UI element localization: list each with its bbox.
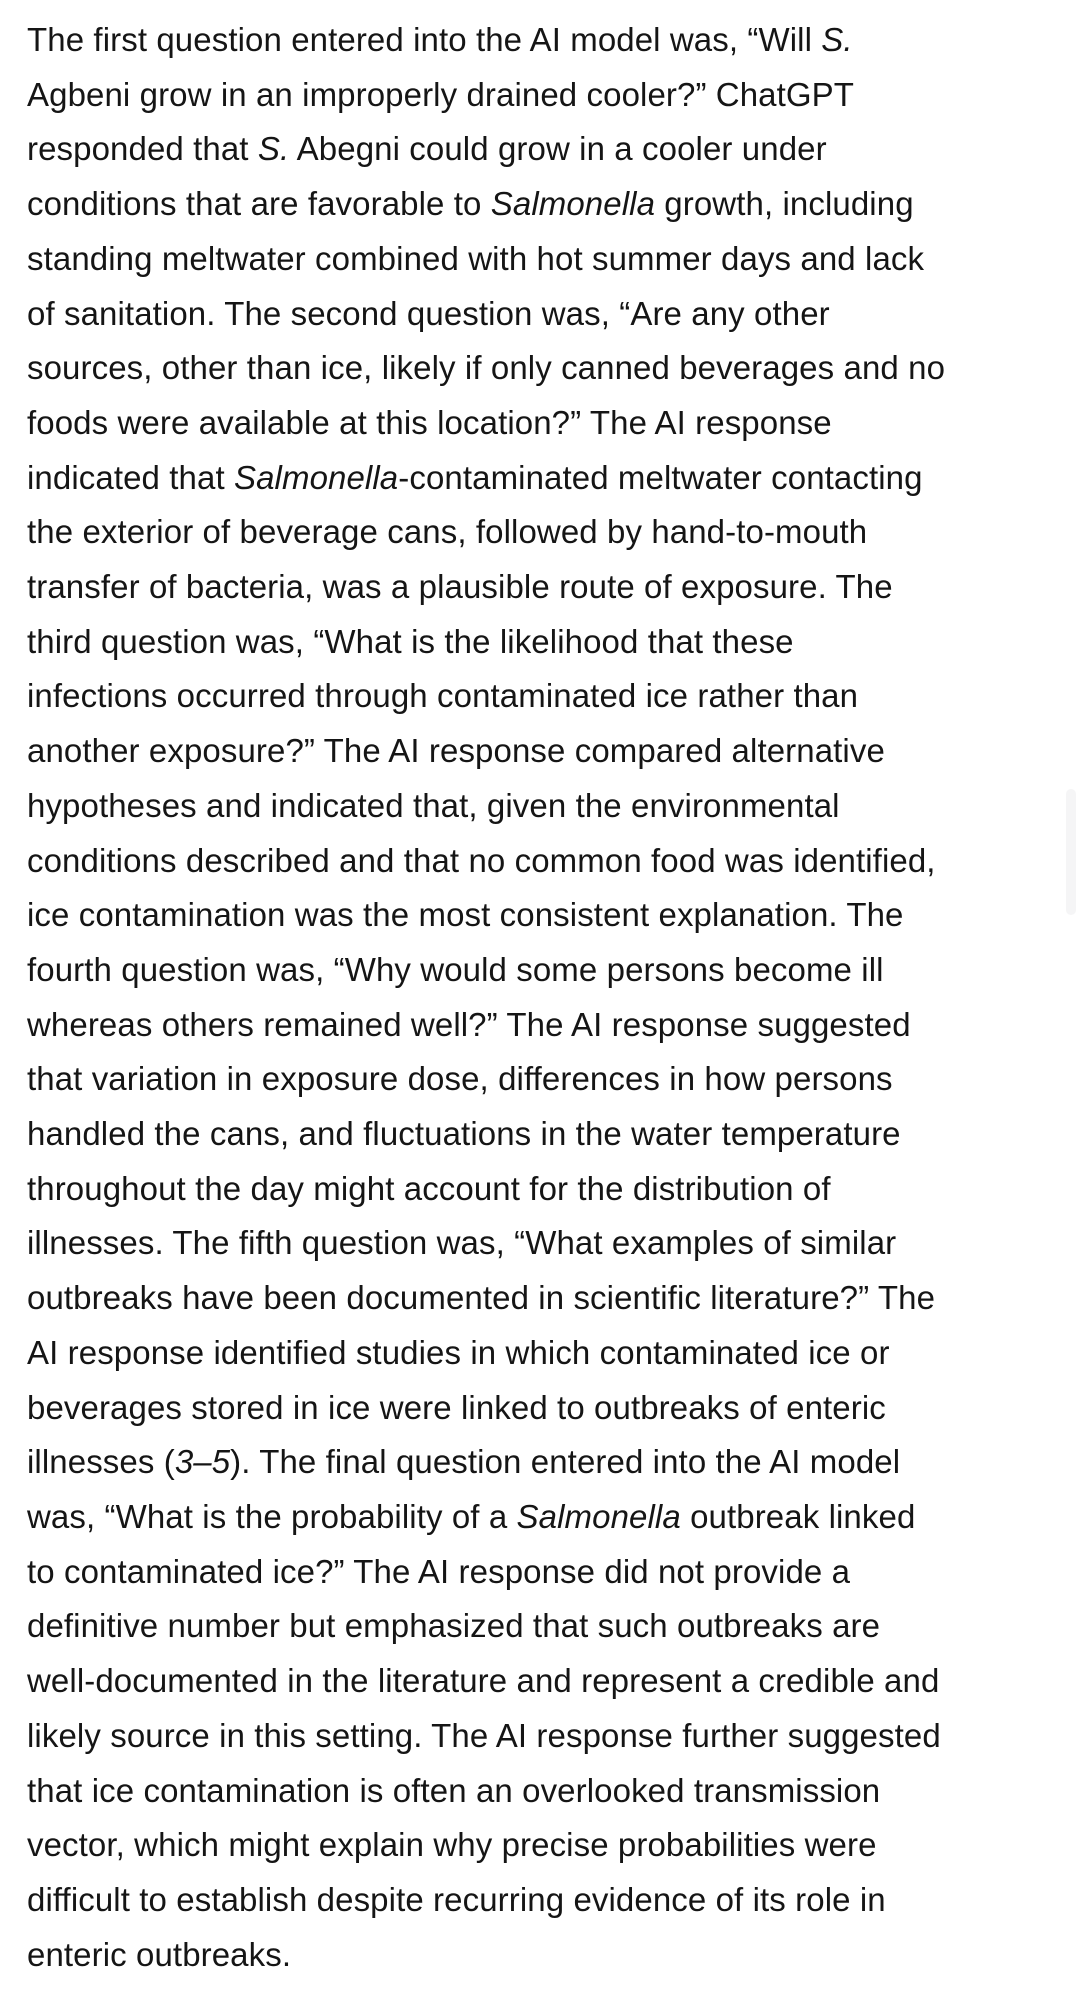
text-segment: was, “What is the probability of a xyxy=(27,1497,517,1535)
text-line xyxy=(27,998,1063,1053)
text-segment: outbreak linked xyxy=(680,1497,916,1535)
text-segment: conditions that are favorable to xyxy=(27,185,491,223)
text-line xyxy=(27,779,1063,834)
text-segment: Abegni could grow in a cooler under xyxy=(289,130,827,168)
text-segment: another exposure?” The AI response compared alternative xyxy=(27,732,885,770)
text-line xyxy=(27,1545,1063,1600)
italic-text-segment: S. xyxy=(257,130,290,168)
text-line xyxy=(27,943,1063,998)
text-segment: ). The final question entered into the AI model xyxy=(230,1443,901,1481)
text-line xyxy=(27,615,1063,670)
text-segment: that ice contamination is often an overlooked transmission xyxy=(27,1771,881,1809)
text-line xyxy=(27,1873,1063,1928)
text-line xyxy=(27,1107,1063,1162)
text-line xyxy=(27,1435,1063,1490)
text-line xyxy=(27,724,1063,779)
text-line xyxy=(27,177,1063,232)
text-segment: vector, which might explain why precise probabilities were xyxy=(27,1826,877,1864)
text-line xyxy=(27,669,1063,724)
text-segment: transfer of bacteria, was a plausible route of exposure. The xyxy=(27,568,893,606)
text-segment: outbreaks have been documented in scientific literature?” The xyxy=(27,1279,936,1317)
text-line xyxy=(27,13,1063,68)
text-line xyxy=(27,1326,1063,1381)
text-segment: that variation in exposure dose, differences in how persons xyxy=(27,1060,893,1098)
text-line xyxy=(27,232,1063,287)
text-segment: likely source in this setting. The AI response further suggested xyxy=(27,1716,941,1754)
text-segment: handled the cans, and fluctuations in the water temperature xyxy=(27,1115,901,1153)
text-segment: definitive number but emphasized that such outbreaks are xyxy=(27,1607,881,1645)
text-segment: enteric outbreaks. xyxy=(27,1935,292,1973)
text-segment: indicated that xyxy=(27,458,234,496)
text-segment: responded that xyxy=(27,130,258,168)
italic-text-segment: Salmonella xyxy=(516,1497,681,1535)
text-segment: The first question entered into the AI model was, “Will xyxy=(27,21,822,58)
text-segment: hypotheses and indicated that, given the environmental xyxy=(27,786,840,824)
text-line xyxy=(27,834,1063,889)
text-line xyxy=(27,560,1063,615)
italic-text-segment: Salmonella xyxy=(490,185,656,223)
text-segment: illnesses ( xyxy=(27,1443,175,1481)
text-segment: standing meltwater combined with hot summer days and lack xyxy=(27,239,925,277)
text-line xyxy=(27,68,1063,123)
text-segment: illnesses. The fifth question was, “What examples of similar xyxy=(27,1224,897,1262)
text-line xyxy=(27,1764,1063,1819)
text-segment: throughout the day might account for the distribution of xyxy=(27,1169,831,1207)
text-line xyxy=(27,122,1063,177)
text-line xyxy=(27,341,1063,396)
text-line xyxy=(27,1709,1063,1764)
text-line xyxy=(27,1162,1063,1217)
text-segment: third question was, “What is the likelihood that these xyxy=(27,622,794,660)
text-segment: foods were available at this location?” The AI response xyxy=(27,403,832,441)
text-segment: sources, other than ice, likely if only canned beverages and no xyxy=(27,349,946,387)
text-segment: -contaminated meltwater contacting xyxy=(398,458,923,496)
text-segment: beverages stored in ice were linked to outbreaks of enteric xyxy=(27,1388,886,1426)
text-line xyxy=(27,1654,1063,1709)
text-line xyxy=(27,1490,1063,1545)
italic-text-segment: S. xyxy=(821,21,853,58)
text-line xyxy=(27,1216,1063,1271)
text-segment: conditions described and that no common food was identified, xyxy=(27,841,936,879)
text-line xyxy=(27,451,1063,506)
text-segment: infections occurred through contaminated ice rather than xyxy=(27,677,859,715)
text-segment: of sanitation. The second question was, “Are any other xyxy=(27,294,830,332)
text-line xyxy=(27,1381,1063,1436)
italic-text-segment: Salmonella xyxy=(233,458,399,496)
italic-text-segment: 3–5 xyxy=(174,1443,231,1481)
text-line xyxy=(27,1599,1063,1654)
text-segment: fourth question was, “Why would some persons become ill xyxy=(27,950,884,988)
text-segment: growth, including xyxy=(655,185,914,223)
text-segment: difficult to establish despite recurring evidence of its role in xyxy=(27,1880,886,1918)
scrollbar-thumb[interactable] xyxy=(1066,789,1076,915)
text-line xyxy=(27,396,1063,451)
text-segment: whereas others remained well?” The AI response suggested xyxy=(27,1005,911,1043)
text-segment: Agbeni grow in an improperly drained cooler?” ChatGPT xyxy=(27,75,855,113)
text-line xyxy=(27,888,1063,943)
text-line xyxy=(27,287,1063,342)
text-segment: ice contamination was the most consistent explanation. The xyxy=(27,896,904,934)
text-segment: AI response identified studies in which contaminated ice or xyxy=(27,1333,890,1371)
text-segment: well-documented in the literature and represent a credible and xyxy=(27,1662,940,1700)
text-line xyxy=(27,1818,1063,1873)
text-segment: to contaminated ice?” The AI response did not provide a xyxy=(27,1552,851,1590)
text-line xyxy=(27,1052,1063,1107)
text-line xyxy=(27,505,1063,560)
text-segment: the exterior of beverage cans, followed by hand-to-mouth xyxy=(27,513,868,551)
text-line xyxy=(27,1271,1063,1326)
text-line xyxy=(27,1928,1063,1983)
